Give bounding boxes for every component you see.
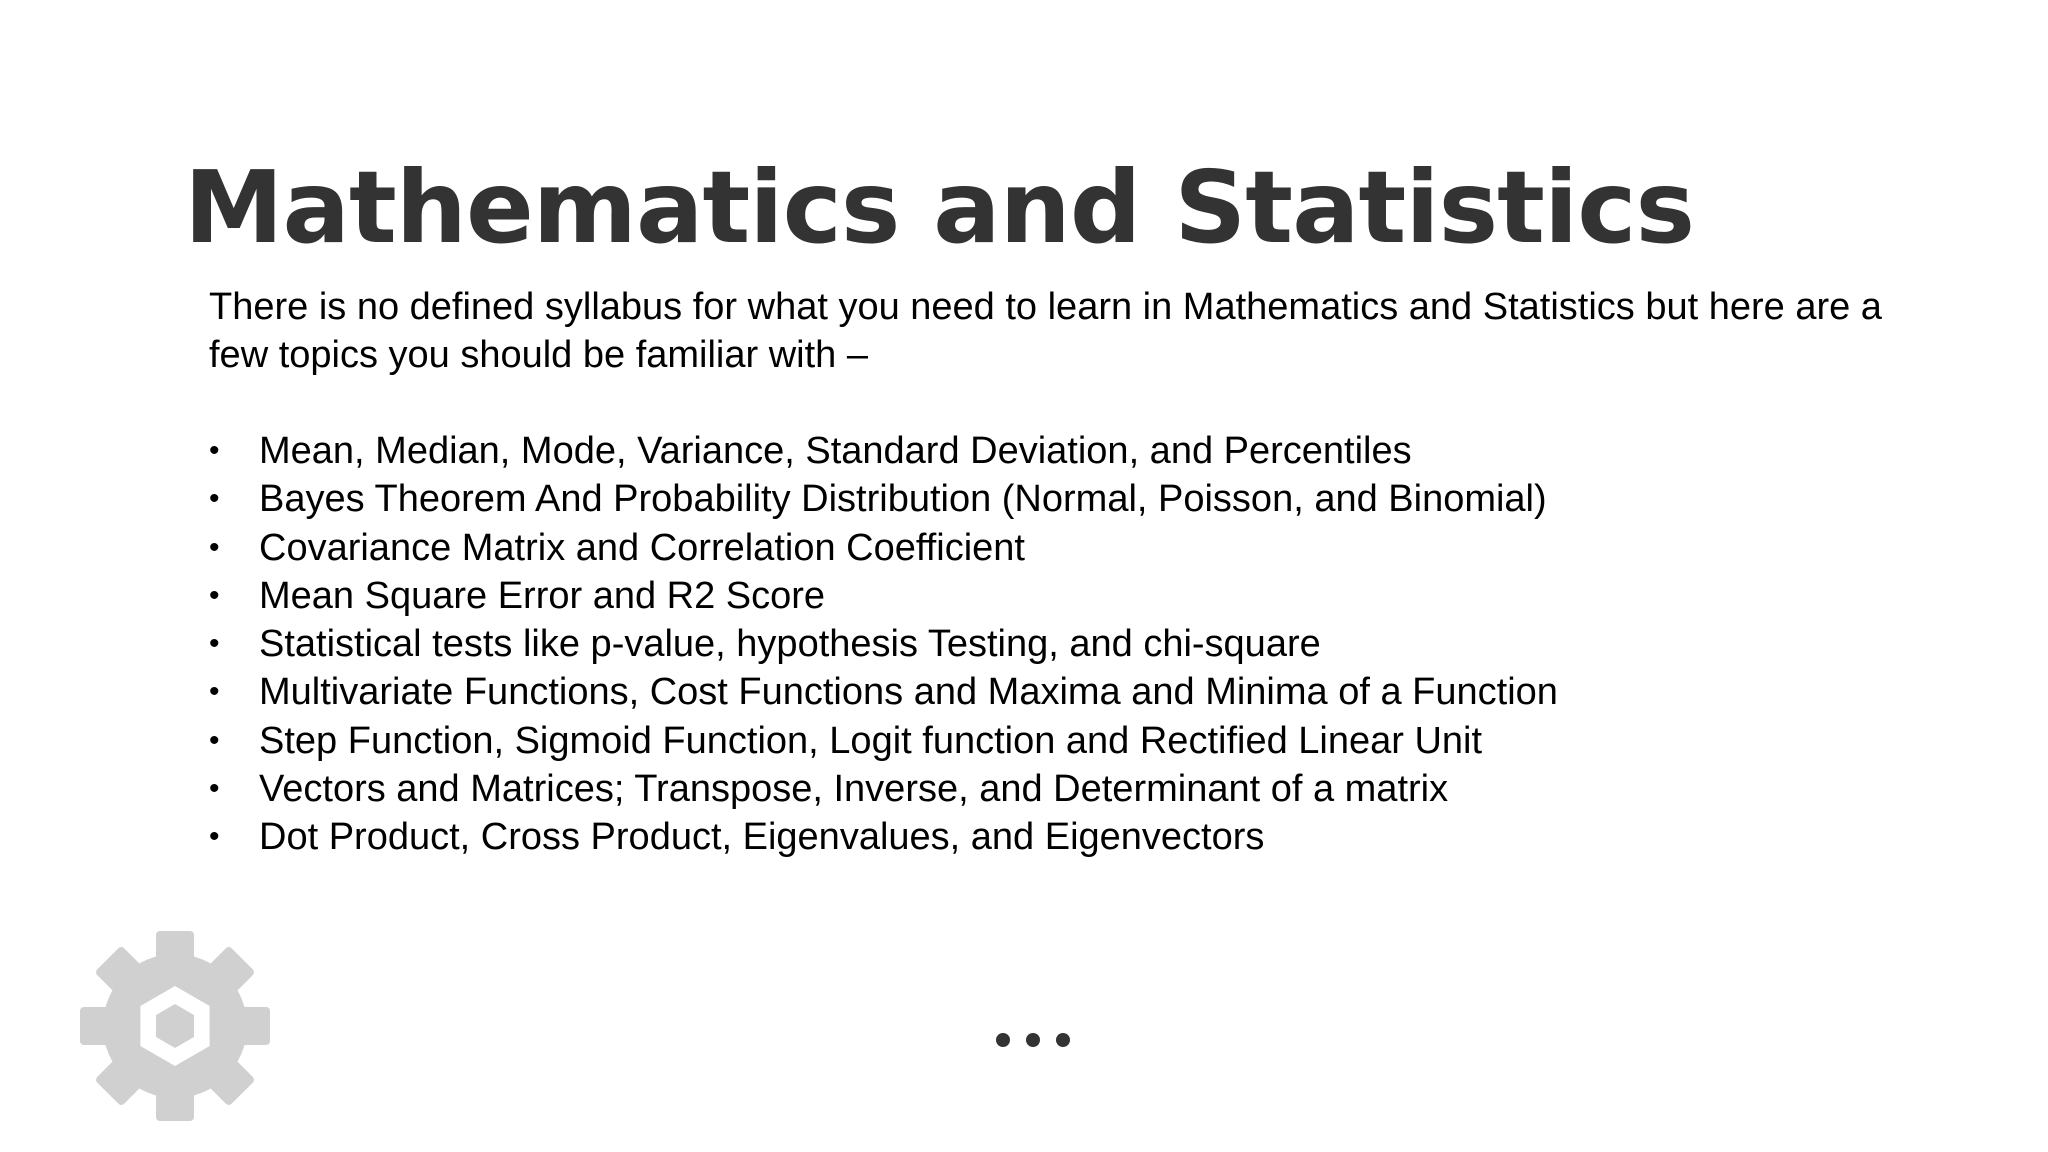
gear-icon [75, 926, 275, 1126]
list-item [209, 524, 1558, 572]
slide-title: Mathematics and Statistics [184, 149, 1695, 266]
list-item-text: Dot Product, Cross Product, Eigenvalues, and Eigenvectors [259, 816, 1265, 859]
intro-text: There is no defined syllabus for what you need to learn in Mathematics and Statistics but here are a few topics you should be familiar with – [209, 286, 1882, 376]
list-item [209, 620, 1558, 668]
bullet: • [209, 530, 220, 564]
bullet: • [209, 772, 220, 806]
list-item [209, 427, 1558, 475]
list-item-text: Bayes Theorem And Probability Distribution (Normal, Poisson, and Binomial) [259, 478, 1547, 521]
list-item-text: Vectors and Matrices; Transpose, Inverse, and Determinant of a matrix [259, 768, 1449, 811]
list-item [209, 668, 1558, 716]
bullet: • [209, 820, 220, 854]
list-item [209, 475, 1558, 523]
bullet: • [209, 482, 220, 516]
list-item-text: Mean, Median, Mode, Variance, Standard Deviation, and Percentiles [259, 430, 1412, 472]
list-item [209, 813, 1558, 861]
list-item [209, 717, 1558, 765]
list-item-text: Statistical tests like p-value, hypothesis Testing, and chi-square [259, 623, 1321, 666]
bullet: • [209, 723, 220, 757]
list-item [209, 765, 1558, 813]
list-item-text: Step Function, Sigmoid Function, Logit function and Rectified Linear Unit [259, 719, 1483, 762]
bullet: • [209, 578, 220, 612]
bullet: • [209, 434, 220, 467]
list-item-text: Covariance Matrix and Correlation Coefficient [259, 526, 1025, 569]
topic-list [209, 427, 1558, 862]
more-dots-icon [993, 1030, 1073, 1050]
list-item-text: Mean Square Error and R2 Score [259, 574, 826, 617]
bullet: • [209, 627, 220, 661]
bullet: • [209, 675, 220, 709]
list-item-text: Multivariate Functions, Cost Functions and Maxima and Minima of a Function [259, 671, 1558, 714]
list-item [209, 572, 1558, 620]
